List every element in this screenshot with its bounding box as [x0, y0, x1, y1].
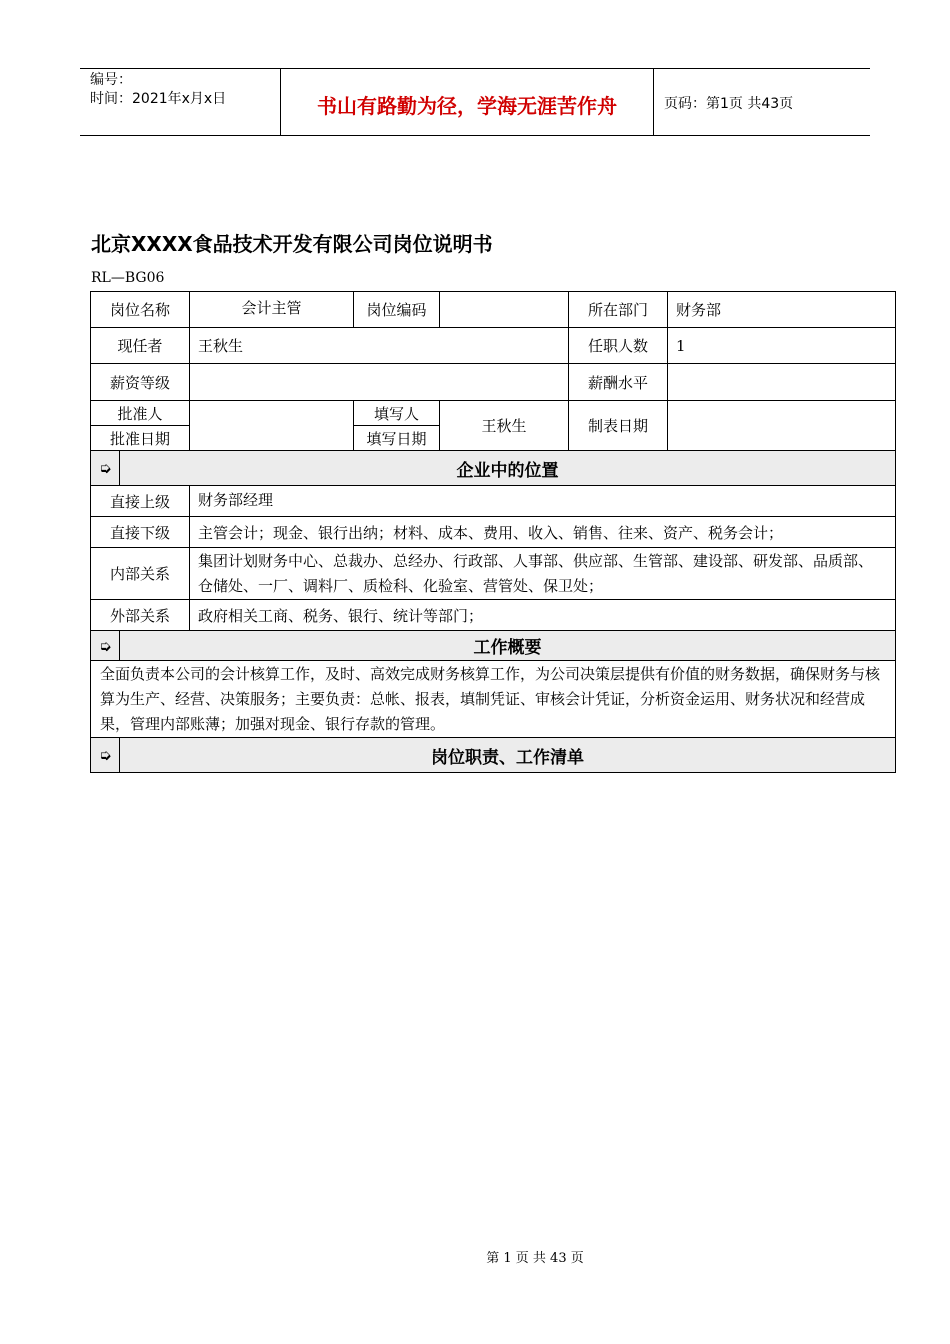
internal-value: 集团计划财务中心、总裁办、总经办、行政部、人事部、供应部、生管部、建设部、研发部、品质部、仓储处、一厂、调料厂、质检科、化验室、营管处、保卫处； [190, 548, 896, 600]
internal-label: 内部关系 [91, 548, 190, 600]
salary-level-value [668, 364, 896, 401]
salary-grade-label: 薪资等级 [91, 364, 190, 401]
row-subordinate [91, 517, 896, 548]
row-incumbent [91, 328, 896, 364]
subordinate-value: 主管会计；现金、银行出纳；材料、成本、费用、收入、销售、往来、资产、税务会计； [190, 517, 896, 548]
section-title-duties: 岗位职责、工作清单 [120, 738, 896, 773]
arrow-icon [91, 451, 120, 486]
section-title-summary: 工作概要 [120, 631, 896, 661]
section-work-summary [91, 631, 896, 661]
department-value: 财务部 [668, 292, 896, 328]
salary-level-label: 薪酬水平 [569, 364, 668, 401]
approver-label: 批准人 [91, 401, 190, 426]
summary-text: 全面负责本公司的会计核算工作，及时、高效完成财务核算工作，为公司决策层提供有价值的财务数据，确保财务与核算为生产、经营、决策服务；主要负责：总帐、报表，填制凭证、审核会计凭证，分析资金运用、财务状况和经营成果，管理内部账薄；加强对现金、银行存款的管理。 [91, 661, 896, 738]
position-name-label: 岗位名称 [91, 292, 190, 328]
header-page-info: 页码：第1页 共43页 [664, 96, 794, 112]
approver-value [190, 401, 354, 451]
filler-label: 填写人 [354, 401, 440, 426]
position-code-value [440, 292, 569, 328]
row-external [91, 600, 896, 631]
table-date-value [668, 401, 896, 451]
incumbent-label: 现任者 [91, 328, 190, 364]
subordinate-label: 直接下级 [91, 517, 190, 548]
external-value: 政府相关工商、税务、银行、统计等部门； [190, 600, 896, 631]
job-description-table [90, 291, 896, 773]
department-label: 所在部门 [569, 292, 668, 328]
arrow-icon [91, 631, 120, 661]
position-code-label: 岗位编码 [354, 292, 440, 328]
incumbent-value: 王秋生 [190, 328, 569, 364]
arrow-glyph: ➭ [99, 636, 112, 655]
row-position [91, 292, 896, 328]
external-label: 外部关系 [91, 600, 190, 631]
section-title-position: 企业中的位置 [120, 451, 896, 486]
page-header [80, 68, 870, 136]
superior-value: 财务部经理 [190, 486, 896, 517]
arrow-icon [91, 738, 120, 773]
row-salary [91, 364, 896, 401]
document-code: RL—BG06 [91, 270, 165, 286]
document-title: 北京XXXX食品技术开发有限公司岗位说明书 [91, 232, 493, 256]
headcount-value: 1 [668, 328, 896, 364]
header-motto: 书山有路勤为径，学海无涯苦作舟 [281, 69, 654, 135]
fill-date-label: 填写日期 [354, 426, 440, 451]
arrow-glyph: ➭ [99, 746, 112, 764]
approve-date-label: 批准日期 [91, 426, 190, 451]
section-duties [91, 738, 896, 773]
position-name-value: 会计主管 [190, 292, 354, 328]
time-label: 时间：2021年x月x日 [90, 91, 227, 107]
row-superior [91, 486, 896, 517]
row-summary [91, 661, 896, 738]
superior-label: 直接上级 [91, 486, 190, 517]
arrow-glyph: ➭ [99, 459, 112, 477]
row-approval-1 [91, 401, 896, 426]
filler-value: 王秋生 [440, 401, 569, 451]
page-footer [0, 1247, 950, 1266]
salary-grade-value [190, 364, 569, 401]
row-internal [91, 548, 896, 600]
table-date-label: 制表日期 [569, 401, 668, 451]
footer-page-number: 第 1 页 共 43 页 [486, 1251, 584, 1266]
section-position-in-company [91, 451, 896, 486]
headcount-label: 任职人数 [569, 328, 668, 364]
number-label: 编号： [90, 72, 132, 88]
header-meta [80, 69, 281, 135]
